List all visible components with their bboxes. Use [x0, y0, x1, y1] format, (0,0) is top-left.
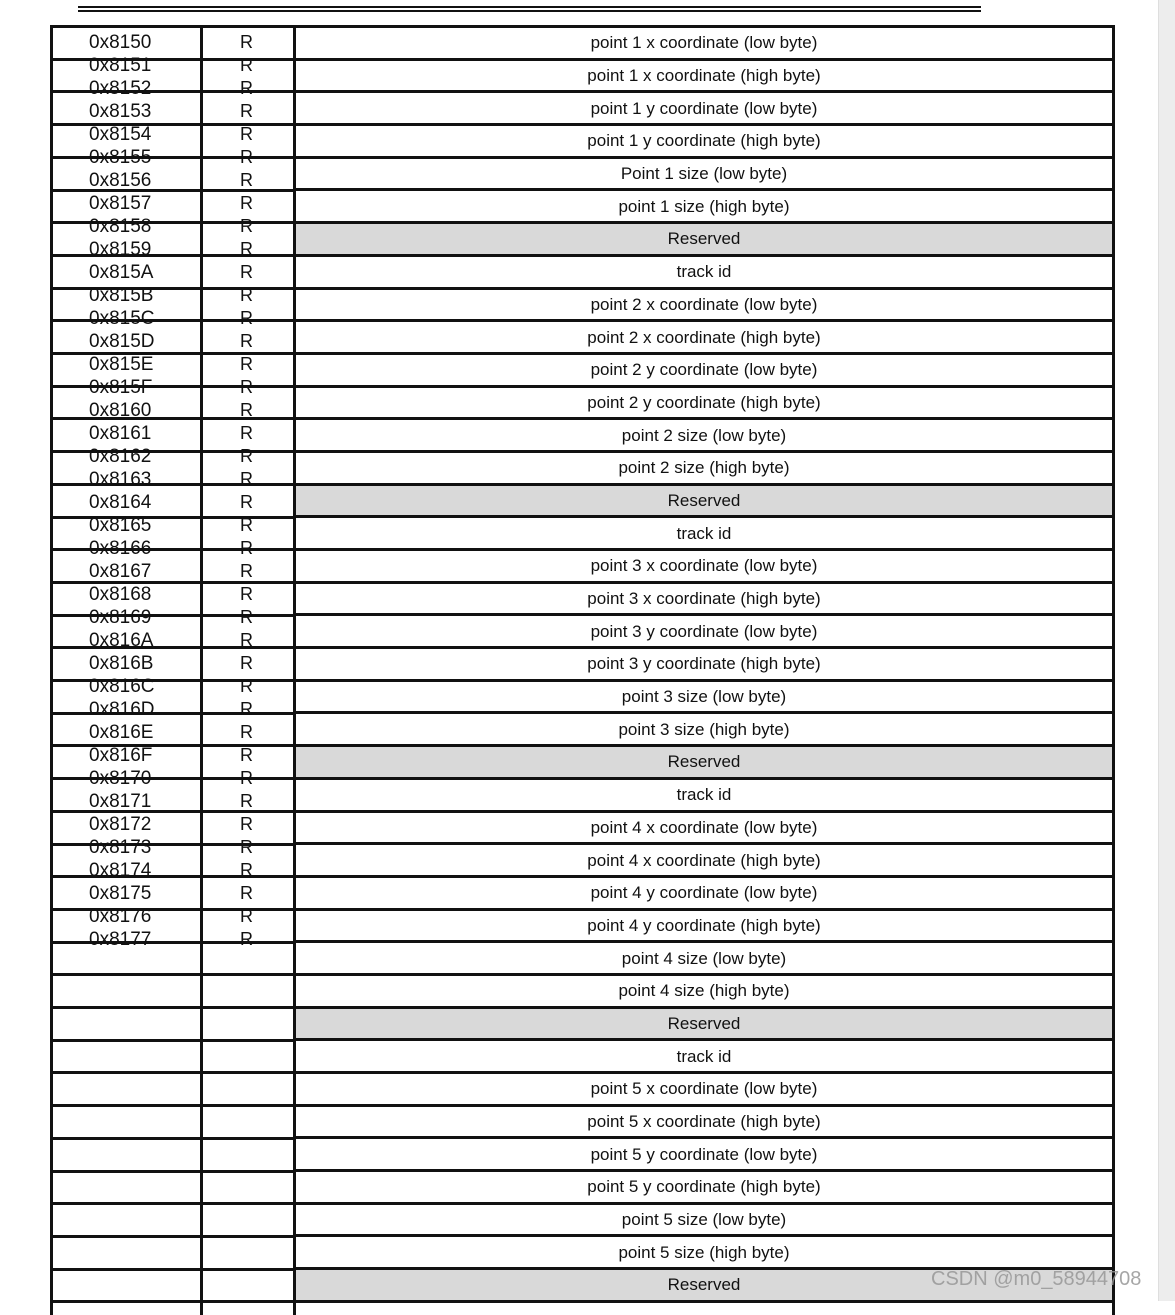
- description-cell: point 3 size (high byte): [296, 714, 1112, 747]
- register-address: 0x8176: [89, 906, 152, 927]
- description-cell: point 1 x coordinate (high byte): [296, 61, 1112, 94]
- register-access: R: [240, 469, 253, 489]
- description-cell: point 1 x coordinate (low byte): [296, 28, 1112, 61]
- register-access: R: [240, 400, 253, 420]
- register-address: 0x8151: [89, 55, 152, 76]
- description-cell: point 4 size (high byte): [296, 976, 1112, 1009]
- register-address: 0x8154: [89, 124, 152, 145]
- register-address: 0x8170: [89, 768, 152, 789]
- description-cell: Point 1 size (low byte): [296, 159, 1112, 192]
- description-cell: point 2 y coordinate (high byte): [296, 388, 1112, 421]
- register-address: 0x8167: [89, 561, 152, 582]
- register-address: 0x8157: [89, 193, 152, 214]
- description-cell: Reserved: [296, 1009, 1112, 1042]
- description-cell: point 4 x coordinate (high byte): [296, 845, 1112, 878]
- register-access: R: [240, 32, 253, 52]
- register-address: 0x815B: [89, 285, 154, 306]
- register-address: 0x8164: [89, 492, 152, 513]
- register-address: 0x8161: [89, 423, 152, 444]
- register-access: R: [240, 791, 253, 811]
- register-address: 0x815C: [89, 308, 155, 329]
- register-address: 0x8174: [89, 860, 152, 881]
- register-address: 0x8152: [89, 78, 152, 99]
- description-cell: point 3 y coordinate (low byte): [296, 616, 1112, 649]
- description-cell: Reserved: [296, 486, 1112, 519]
- register-access: R: [240, 239, 253, 259]
- register-access: R: [240, 883, 253, 903]
- register-address: 0x8158: [89, 216, 152, 237]
- row-separator: [53, 1170, 293, 1173]
- row-separator: [53, 973, 293, 976]
- description-cell: point 4 y coordinate (high byte): [296, 911, 1112, 944]
- description-cell: point 5 size (high byte): [296, 1237, 1112, 1270]
- description-column: [296, 28, 1112, 1303]
- register-access: R: [240, 584, 253, 604]
- register-access: R: [240, 446, 253, 466]
- register-address: 0x8153: [89, 101, 152, 122]
- row-separator: [53, 1104, 293, 1107]
- register-access: R: [240, 78, 253, 98]
- register-access: R: [240, 147, 253, 167]
- register-address: 0x8160: [89, 400, 152, 421]
- register-access: R: [240, 193, 253, 213]
- register-address: 0x816A: [89, 630, 154, 651]
- scrollbar[interactable]: [1158, 0, 1175, 1301]
- register-access: R: [240, 331, 253, 351]
- description-cell: point 3 x coordinate (low byte): [296, 551, 1112, 584]
- register-address: 0x8169: [89, 607, 152, 628]
- register-access: R: [240, 630, 253, 650]
- row-separator: [53, 1039, 293, 1042]
- register-address: 0x816D: [89, 699, 155, 720]
- description-cell: point 1 y coordinate (high byte): [296, 126, 1112, 159]
- register-address: 0x8165: [89, 515, 152, 536]
- register-address: 0x8171: [89, 791, 152, 812]
- register-access: R: [240, 308, 253, 328]
- register-access: R: [240, 538, 253, 558]
- row-separator: [53, 1202, 293, 1205]
- address-column: [89, 31, 199, 951]
- register-access: R: [240, 929, 253, 949]
- register-access: R: [240, 860, 253, 880]
- description-cell: point 2 x coordinate (high byte): [296, 322, 1112, 355]
- register-address: 0x8177: [89, 929, 152, 950]
- register-address: 0x8159: [89, 239, 152, 260]
- description-cell: track id: [296, 780, 1112, 813]
- description-cell: point 1 y coordinate (low byte): [296, 93, 1112, 126]
- row-separator: [53, 1235, 293, 1238]
- description-cell: point 2 x coordinate (low byte): [296, 290, 1112, 323]
- register-address: 0x8175: [89, 883, 152, 904]
- description-cell: point 4 y coordinate (low byte): [296, 878, 1112, 911]
- register-address: 0x816E: [89, 722, 154, 743]
- description-cell: point 3 x coordinate (high byte): [296, 584, 1112, 617]
- register-address: 0x815E: [89, 354, 154, 375]
- register-address: 0x815A: [89, 262, 154, 283]
- description-cell: point 2 y coordinate (low byte): [296, 355, 1112, 388]
- description-cell: track id: [296, 1041, 1112, 1074]
- row-separator: [53, 1071, 293, 1074]
- register-access: R: [240, 607, 253, 627]
- register-access: R: [240, 377, 253, 397]
- description-cell: point 2 size (high byte): [296, 453, 1112, 486]
- register-address: 0x8166: [89, 538, 152, 559]
- register-address: 0x8163: [89, 469, 152, 490]
- row-separator: [53, 1006, 293, 1009]
- row-separator: [53, 1268, 293, 1271]
- register-address: 0x8162: [89, 446, 152, 467]
- register-access: R: [240, 262, 253, 282]
- register-address: 0x8173: [89, 837, 152, 858]
- register-access: R: [240, 653, 253, 673]
- row-separator: [53, 1137, 293, 1140]
- watermark: CSDN @m0_58944708: [931, 1268, 1142, 1290]
- register-access: R: [240, 906, 253, 926]
- heading-rule: [78, 10, 981, 12]
- description-cell: point 3 y coordinate (high byte): [296, 649, 1112, 682]
- heading-rule: [78, 6, 981, 8]
- description-cell: point 4 size (low byte): [296, 943, 1112, 976]
- description-cell: point 3 size (low byte): [296, 682, 1112, 715]
- register-access: R: [240, 561, 253, 581]
- register-access: R: [240, 722, 253, 742]
- register-address: 0x816F: [89, 745, 153, 766]
- description-cell: point 2 size (low byte): [296, 420, 1112, 453]
- description-cell: Reserved: [296, 224, 1112, 257]
- register-access: R: [240, 837, 253, 857]
- description-cell: Reserved: [296, 1270, 1112, 1303]
- description-cell: point 5 x coordinate (high byte): [296, 1107, 1112, 1140]
- register-address: 0x816C: [89, 676, 155, 697]
- description-cell: point 5 size (low byte): [296, 1205, 1112, 1238]
- description-cell: point 5 y coordinate (high byte): [296, 1172, 1112, 1205]
- register-access: R: [240, 124, 253, 144]
- register-address: 0x8156: [89, 170, 152, 191]
- register-access: R: [240, 216, 253, 236]
- register-access: R: [240, 768, 253, 788]
- register-access: R: [240, 170, 253, 190]
- register-address: 0x8172: [89, 814, 152, 835]
- register-access: R: [240, 423, 253, 443]
- register-access: R: [240, 285, 253, 305]
- register-access: R: [240, 699, 253, 719]
- description-cell: point 1 size (high byte): [296, 191, 1112, 224]
- register-address: 0x816B: [89, 653, 154, 674]
- register-address: 0x815F: [89, 377, 153, 398]
- register-access: R: [240, 492, 253, 512]
- register-access: R: [240, 55, 253, 75]
- register-access: R: [240, 354, 253, 374]
- register-address: 0x8155: [89, 147, 152, 168]
- description-cell: Reserved: [296, 747, 1112, 780]
- register-access: R: [240, 814, 253, 834]
- register-address: 0x8168: [89, 584, 152, 605]
- section-heading-remnant: [78, 0, 578, 4]
- register-access: R: [240, 745, 253, 765]
- description-cell: track id: [296, 257, 1112, 290]
- register-address: 0x815D: [89, 331, 155, 352]
- description-cell: track id: [296, 518, 1112, 551]
- column-divider: [200, 25, 203, 1315]
- register-access: R: [240, 676, 253, 696]
- register-address: 0x8150: [89, 32, 152, 53]
- description-cell: point 5 y coordinate (low byte): [296, 1139, 1112, 1172]
- register-access: R: [240, 515, 253, 535]
- register-access: R: [240, 101, 253, 121]
- description-cell: point 5 x coordinate (low byte): [296, 1074, 1112, 1107]
- access-column: [240, 31, 280, 951]
- description-cell: point 4 x coordinate (low byte): [296, 813, 1112, 846]
